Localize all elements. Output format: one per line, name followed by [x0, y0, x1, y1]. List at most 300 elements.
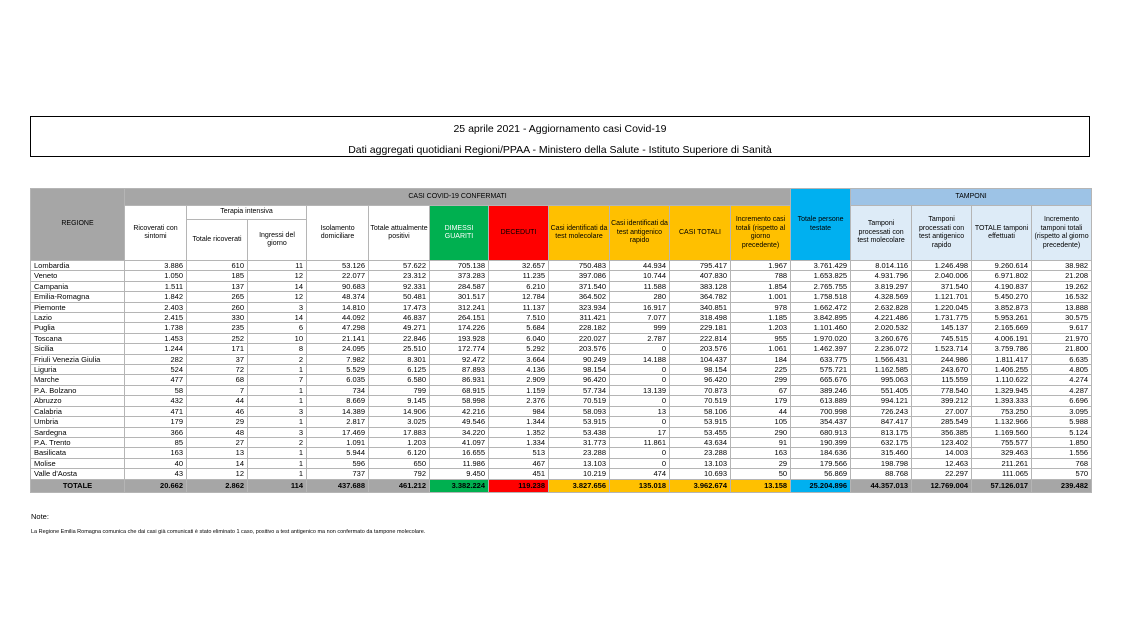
cell-incremento-casi: 91 [731, 437, 791, 447]
cell-tamponi-totale: 5.953.261 [972, 313, 1032, 323]
cell-regione: Sicilia [31, 344, 125, 354]
cell-ingressi: 1 [248, 448, 307, 458]
cell-casi-totali: 203.576 [670, 344, 731, 354]
header-ricoverati: Ricoverati con sintomi [125, 206, 187, 261]
cell-regione: Basilicata [31, 448, 125, 458]
cell-persone-testate: 1.970.020 [791, 333, 851, 343]
cell-tamponi-antigenico: 1.246.498 [912, 261, 972, 271]
cell-casi-totali: 58.106 [670, 406, 731, 416]
cell-tamponi-antigenico: 243.670 [912, 365, 972, 375]
cell-casi-molecolare: 220.027 [549, 333, 610, 343]
cell-casi-totali: 229.181 [670, 323, 731, 333]
cell-terapia-intensiva: 7 [187, 385, 248, 395]
cell-casi-molecolare: 58.093 [549, 406, 610, 416]
cell-ricoverati: 3.886 [125, 261, 187, 271]
cell-terapia-intensiva: 185 [187, 271, 248, 281]
cell-positivi: 792 [369, 469, 430, 479]
table-body [31, 261, 1092, 493]
header-tamponi-incremento: Incremento tamponi totali (rispetto al giorno precedente) [1032, 206, 1092, 261]
cell-tamponi-incremento: 6.635 [1032, 354, 1092, 364]
cell-ricoverati: 471 [125, 406, 187, 416]
cell-ricoverati: 1.453 [125, 333, 187, 343]
cell-tamponi-antigenico: 27.007 [912, 406, 972, 416]
header-tamponi: TAMPONI [851, 189, 1092, 206]
cell-tamponi-incremento: 768 [1032, 458, 1092, 468]
cell-regione: Friuli Venezia Giulia [31, 354, 125, 364]
cell-tamponi-molecolare: 2.236.072 [851, 344, 912, 354]
cell-terapia-intensiva: 171 [187, 344, 248, 354]
cell-regione: Campania [31, 281, 125, 291]
cell-persone-testate: 700.998 [791, 406, 851, 416]
cell-terapia-intensiva: 260 [187, 302, 248, 312]
cell-incremento-casi: 1.001 [731, 292, 791, 302]
cell-persone-testate: 680.913 [791, 427, 851, 437]
table-row [31, 437, 1092, 447]
cell-ingressi: 3 [248, 302, 307, 312]
cell-tamponi-antigenico: 399.212 [912, 396, 972, 406]
cell-positivi: 1.203 [369, 437, 430, 447]
cell-dimessi: 92.472 [430, 354, 489, 364]
header-tamponi-totale: TOTALE tamponi effettuati [972, 206, 1032, 261]
cell-deceduti: 2.909 [489, 375, 549, 385]
cell-casi-totali: 10.693 [670, 469, 731, 479]
cell-tamponi-molecolare: 8.014.116 [851, 261, 912, 271]
cell-ingressi: 1 [248, 365, 307, 375]
cell-persone-testate: 3.761.429 [791, 261, 851, 271]
table-row [31, 261, 1092, 271]
cell-positivi: 14.906 [369, 406, 430, 416]
cell-casi-totali: 340.851 [670, 302, 731, 312]
report-date-title: 25 aprile 2021 - Aggiornamento casi Covid-19 [453, 123, 667, 135]
table-row [31, 448, 1092, 458]
cell-persone-testate: 56.869 [791, 469, 851, 479]
cell-persone-testate: 3.842.895 [791, 313, 851, 323]
cell-tamponi-antigenico: 356.385 [912, 427, 972, 437]
cell-tamponi-totale: 1.406.255 [972, 365, 1032, 375]
cell-tamponi-molecolare: 551.405 [851, 385, 912, 395]
cell-casi-antigenico: 13 [610, 406, 670, 416]
cell-tamponi-totale: 211.261 [972, 458, 1032, 468]
cell-persone-testate: 575.721 [791, 365, 851, 375]
header-regione: REGIONE [31, 189, 125, 261]
cell-tamponi-antigenico: 1.731.775 [912, 313, 972, 323]
cell-casi-molecolare: 397.086 [549, 271, 610, 281]
cell-regione: Liguria [31, 365, 125, 375]
cell-positivi: 23.312 [369, 271, 430, 281]
cell-casi-totali: 23.288 [670, 448, 731, 458]
cell-regione: Sardegna [31, 427, 125, 437]
cell-positivi: 50.481 [369, 292, 430, 302]
cell-deceduti: 513 [489, 448, 549, 458]
cell-terapia-intensiva: 330 [187, 313, 248, 323]
cell-tamponi-molecolare: 813.175 [851, 427, 912, 437]
cell-casi-antigenico: 0 [610, 448, 670, 458]
cell-casi-antigenico: 7.077 [610, 313, 670, 323]
cell-tamponi-antigenico: 115.559 [912, 375, 972, 385]
cell-positivi: 799 [369, 385, 430, 395]
cell-ricoverati: 163 [125, 448, 187, 458]
cell-tamponi-molecolare: 1.566.431 [851, 354, 912, 364]
cell-tamponi-antigenico: 1.121.701 [912, 292, 972, 302]
cell-persone-testate: 1.758.518 [791, 292, 851, 302]
cell-casi-molecolare: 70.519 [549, 396, 610, 406]
cell-casi-totali: 53.455 [670, 427, 731, 437]
cell-casi-antigenico: 474 [610, 469, 670, 479]
cell-tamponi-incremento: 21.208 [1032, 271, 1092, 281]
cell-dimessi: 284.587 [430, 281, 489, 291]
cell-ricoverati: 1.842 [125, 292, 187, 302]
cell-positivi: 49.271 [369, 323, 430, 333]
cell-tamponi-totale: 1.110.622 [972, 375, 1032, 385]
cell-deceduti: 11.235 [489, 271, 549, 281]
cell-regione: Umbria [31, 417, 125, 427]
cell-ingressi: 114 [248, 479, 307, 492]
cell-dimessi: 58.998 [430, 396, 489, 406]
cell-terapia-intensiva: 137 [187, 281, 248, 291]
cell-casi-antigenico: 280 [610, 292, 670, 302]
cell-isolamento: 22.077 [307, 271, 369, 281]
cell-persone-testate: 633.775 [791, 354, 851, 364]
cell-regione: Veneto [31, 271, 125, 281]
cell-regione: Puglia [31, 323, 125, 333]
cell-tamponi-antigenico: 14.003 [912, 448, 972, 458]
cell-isolamento: 596 [307, 458, 369, 468]
cell-tamponi-incremento: 30.575 [1032, 313, 1092, 323]
header-casi-molecolare: Casi identificati da test molecolare [549, 206, 610, 261]
cell-dimessi: 373.283 [430, 271, 489, 281]
cell-regione: Toscana [31, 333, 125, 343]
cell-tamponi-totale: 5.450.270 [972, 292, 1032, 302]
cell-isolamento: 5.944 [307, 448, 369, 458]
cell-tamponi-totale: 1.329.945 [972, 385, 1032, 395]
cell-casi-totali: 364.782 [670, 292, 731, 302]
cell-tamponi-incremento: 6.696 [1032, 396, 1092, 406]
cell-terapia-intensiva: 12 [187, 469, 248, 479]
cell-tamponi-molecolare: 994.121 [851, 396, 912, 406]
cell-dimessi: 41.097 [430, 437, 489, 447]
cell-isolamento: 44.092 [307, 313, 369, 323]
cell-tamponi-antigenico: 12.769.004 [912, 479, 972, 492]
cell-dimessi: 87.893 [430, 365, 489, 375]
cell-casi-totali: 104.437 [670, 354, 731, 364]
cell-casi-totali: 318.498 [670, 313, 731, 323]
cell-tamponi-molecolare: 3.819.297 [851, 281, 912, 291]
cell-regione: P.A. Trento [31, 437, 125, 447]
cell-casi-antigenico: 0 [610, 458, 670, 468]
cell-casi-antigenico: 14.188 [610, 354, 670, 364]
cell-regione: Calabria [31, 406, 125, 416]
cell-incremento-casi: 184 [731, 354, 791, 364]
cell-casi-totali: 407.830 [670, 271, 731, 281]
cell-deceduti: 6.040 [489, 333, 549, 343]
cell-casi-molecolare: 364.502 [549, 292, 610, 302]
header-tamponi-molecolare: Tamponi processati con test molecolare [851, 206, 912, 261]
table-row [31, 333, 1092, 343]
cell-casi-antigenico: 11.861 [610, 437, 670, 447]
cell-isolamento: 14.810 [307, 302, 369, 312]
cell-persone-testate: 1.662.472 [791, 302, 851, 312]
table-row [31, 396, 1092, 406]
cell-casi-antigenico: 11.588 [610, 281, 670, 291]
cell-tamponi-molecolare: 726.243 [851, 406, 912, 416]
cell-tamponi-molecolare: 3.260.676 [851, 333, 912, 343]
cell-incremento-casi: 1.185 [731, 313, 791, 323]
cell-tamponi-incremento: 3.095 [1032, 406, 1092, 416]
cell-tamponi-incremento: 5.988 [1032, 417, 1092, 427]
cell-casi-molecolare: 3.827.656 [549, 479, 610, 492]
cell-persone-testate: 25.204.896 [791, 479, 851, 492]
cell-terapia-intensiva: 68 [187, 375, 248, 385]
cell-tamponi-totale: 3.759.786 [972, 344, 1032, 354]
cell-terapia-intensiva: 27 [187, 437, 248, 447]
cell-dimessi: 174.226 [430, 323, 489, 333]
table-row [31, 323, 1092, 333]
cell-deceduti: 1.334 [489, 437, 549, 447]
cell-tamponi-molecolare: 995.063 [851, 375, 912, 385]
cell-casi-molecolare: 311.421 [549, 313, 610, 323]
cell-casi-antigenico: 17 [610, 427, 670, 437]
cell-terapia-intensiva: 37 [187, 354, 248, 364]
cell-ingressi: 3 [248, 406, 307, 416]
cell-ricoverati: 477 [125, 375, 187, 385]
cell-casi-molecolare: 53.438 [549, 427, 610, 437]
cell-deceduti: 5.684 [489, 323, 549, 333]
cell-casi-totali: 222.814 [670, 333, 731, 343]
cell-isolamento: 737 [307, 469, 369, 479]
cell-ingressi: 1 [248, 417, 307, 427]
header-terapia-intensiva: Terapia intensiva [187, 206, 307, 220]
cell-casi-molecolare: 90.249 [549, 354, 610, 364]
cell-deceduti: 984 [489, 406, 549, 416]
cell-deceduti: 1.352 [489, 427, 549, 437]
cell-ingressi: 6 [248, 323, 307, 333]
cell-incremento-casi: 13.158 [731, 479, 791, 492]
table-row [31, 469, 1092, 479]
cell-ricoverati: 1.511 [125, 281, 187, 291]
cell-regione: Emilia-Romagna [31, 292, 125, 302]
cell-tamponi-incremento: 38.982 [1032, 261, 1092, 271]
cell-casi-antigenico: 2.787 [610, 333, 670, 343]
cell-isolamento: 7.982 [307, 354, 369, 364]
cell-tamponi-totale: 57.126.017 [972, 479, 1032, 492]
cell-dimessi: 264.151 [430, 313, 489, 323]
cell-positivi: 17.883 [369, 427, 430, 437]
table-row [31, 354, 1092, 364]
cell-isolamento: 2.817 [307, 417, 369, 427]
cell-casi-totali: 383.128 [670, 281, 731, 291]
cell-casi-totali: 43.634 [670, 437, 731, 447]
cell-casi-antigenico: 0 [610, 396, 670, 406]
cell-casi-molecolare: 323.934 [549, 302, 610, 312]
cell-deceduti: 1.159 [489, 385, 549, 395]
cell-casi-totali: 13.103 [670, 458, 731, 468]
cell-tamponi-incremento: 21.970 [1032, 333, 1092, 343]
cell-casi-totali: 98.154 [670, 365, 731, 375]
cell-terapia-intensiva: 610 [187, 261, 248, 271]
cell-isolamento: 5.529 [307, 365, 369, 375]
cell-isolamento: 47.298 [307, 323, 369, 333]
cell-deceduti: 1.344 [489, 417, 549, 427]
header-incremento-casi: Incremento casi totali (rispetto al giorno precedente) [731, 206, 791, 261]
header-casi-totali: CASI TOTALI [670, 206, 731, 261]
cell-regione: Piemonte [31, 302, 125, 312]
header-isolamento: Isolamento domiciliare [307, 206, 369, 261]
cell-casi-antigenico: 0 [610, 375, 670, 385]
cell-isolamento: 53.126 [307, 261, 369, 271]
cell-regione: Marche [31, 375, 125, 385]
cell-casi-antigenico: 13.139 [610, 385, 670, 395]
cell-positivi: 461.212 [369, 479, 430, 492]
covid-data-table [30, 188, 1092, 493]
cell-casi-antigenico: 0 [610, 417, 670, 427]
cell-persone-testate: 184.636 [791, 448, 851, 458]
cell-tamponi-antigenico: 2.040.006 [912, 271, 972, 281]
report-title-box [30, 116, 1090, 157]
note-text: La Regione Emilia Romagna comunica che dai casi già comunicati è stato eliminato 1 caso, positivo a test antigenico ma non confermato da tampone molecolare. [31, 529, 426, 535]
cell-deceduti: 4.136 [489, 365, 549, 375]
cell-persone-testate: 354.437 [791, 417, 851, 427]
cell-casi-molecolare: 96.420 [549, 375, 610, 385]
cell-tamponi-antigenico: 778.540 [912, 385, 972, 395]
cell-tamponi-antigenico: 1.523.714 [912, 344, 972, 354]
cell-dimessi: 172.774 [430, 344, 489, 354]
header-totale-ricoverati: Totale ricoverati [187, 220, 248, 261]
cell-persone-testate: 1.462.397 [791, 344, 851, 354]
cell-persone-testate: 1.101.460 [791, 323, 851, 333]
cell-tamponi-totale: 4.190.837 [972, 281, 1032, 291]
table-row [31, 313, 1092, 323]
cell-deceduti: 5.292 [489, 344, 549, 354]
report-source-subtitle: Dati aggregati quotidiani Regioni/PPAA - Ministero della Salute - Istituto Superiore di Sanità [348, 144, 772, 156]
total-row [31, 479, 1092, 492]
cell-ricoverati: 85 [125, 437, 187, 447]
table-row [31, 406, 1092, 416]
cell-deceduti: 6.210 [489, 281, 549, 291]
cell-positivi: 57.622 [369, 261, 430, 271]
cell-casi-totali: 795.417 [670, 261, 731, 271]
cell-tamponi-incremento: 239.482 [1032, 479, 1092, 492]
cell-isolamento: 21.141 [307, 333, 369, 343]
table-row [31, 417, 1092, 427]
cell-tamponi-incremento: 4.805 [1032, 365, 1092, 375]
cell-tamponi-molecolare: 2.632.828 [851, 302, 912, 312]
cell-terapia-intensiva: 13 [187, 448, 248, 458]
cell-terapia-intensiva: 72 [187, 365, 248, 375]
cell-ricoverati: 43 [125, 469, 187, 479]
cell-positivi: 22.846 [369, 333, 430, 343]
cell-incremento-casi: 50 [731, 469, 791, 479]
cell-regione: Molise [31, 458, 125, 468]
cell-dimessi: 68.915 [430, 385, 489, 395]
cell-ingressi: 11 [248, 261, 307, 271]
cell-regione: Valle d'Aosta [31, 469, 125, 479]
cell-tamponi-molecolare: 1.162.585 [851, 365, 912, 375]
cell-ricoverati: 1.050 [125, 271, 187, 281]
cell-casi-molecolare: 750.483 [549, 261, 610, 271]
cell-casi-antigenico: 16.917 [610, 302, 670, 312]
cell-tamponi-totale: 111.065 [972, 469, 1032, 479]
cell-tamponi-molecolare: 4.221.486 [851, 313, 912, 323]
cell-dimessi: 301.517 [430, 292, 489, 302]
cell-dimessi: 705.138 [430, 261, 489, 271]
header-dimessi: DIMESSI GUARITI [430, 206, 489, 261]
cell-deceduti: 2.376 [489, 396, 549, 406]
header-ingressi: Ingressi del giorno [248, 220, 307, 261]
cell-ingressi: 14 [248, 313, 307, 323]
cell-ingressi: 1 [248, 385, 307, 395]
cell-tamponi-molecolare: 88.768 [851, 469, 912, 479]
cell-isolamento: 6.035 [307, 375, 369, 385]
cell-tamponi-molecolare: 4.328.569 [851, 292, 912, 302]
cell-ingressi: 8 [248, 344, 307, 354]
cell-tamponi-antigenico: 123.402 [912, 437, 972, 447]
cell-casi-molecolare: 10.219 [549, 469, 610, 479]
header-deceduti: DECEDUTI [489, 206, 549, 261]
cell-casi-totali: 70.873 [670, 385, 731, 395]
cell-incremento-casi: 1.203 [731, 323, 791, 333]
cell-positivi: 46.837 [369, 313, 430, 323]
cell-tamponi-incremento: 4.274 [1032, 375, 1092, 385]
cell-persone-testate: 179.566 [791, 458, 851, 468]
cell-ingressi: 1 [248, 458, 307, 468]
cell-tamponi-totale: 1.169.560 [972, 427, 1032, 437]
cell-ricoverati: 1.738 [125, 323, 187, 333]
cell-isolamento: 17.469 [307, 427, 369, 437]
cell-tamponi-totale: 1.811.417 [972, 354, 1032, 364]
cell-deceduti: 7.510 [489, 313, 549, 323]
header-positivi: Totale attualmente positivi [369, 206, 430, 261]
cell-casi-totali: 96.420 [670, 375, 731, 385]
cell-ricoverati: 2.403 [125, 302, 187, 312]
cell-incremento-casi: 1.967 [731, 261, 791, 271]
cell-ricoverati: 58 [125, 385, 187, 395]
cell-persone-testate: 389.246 [791, 385, 851, 395]
cell-positivi: 3.025 [369, 417, 430, 427]
cell-incremento-casi: 179 [731, 396, 791, 406]
cell-regione: Abruzzo [31, 396, 125, 406]
cell-persone-testate: 1.653.825 [791, 271, 851, 281]
cell-persone-testate: 2.765.755 [791, 281, 851, 291]
cell-deceduti: 467 [489, 458, 549, 468]
cell-tamponi-antigenico: 244.986 [912, 354, 972, 364]
cell-terapia-intensiva: 252 [187, 333, 248, 343]
cell-casi-molecolare: 371.540 [549, 281, 610, 291]
cell-tamponi-incremento: 570 [1032, 469, 1092, 479]
cell-isolamento: 1.091 [307, 437, 369, 447]
cell-incremento-casi: 225 [731, 365, 791, 375]
cell-tamponi-molecolare: 198.798 [851, 458, 912, 468]
cell-isolamento: 24.095 [307, 344, 369, 354]
cell-positivi: 6.120 [369, 448, 430, 458]
cell-positivi: 8.301 [369, 354, 430, 364]
cell-dimessi: 86.931 [430, 375, 489, 385]
cell-ricoverati: 2.415 [125, 313, 187, 323]
cell-dimessi: 312.241 [430, 302, 489, 312]
note-label: Note: [31, 512, 49, 521]
cell-casi-molecolare: 31.773 [549, 437, 610, 447]
cell-dimessi: 3.382.224 [430, 479, 489, 492]
table-row [31, 385, 1092, 395]
header-persone-testate: Totale persone testate [791, 189, 851, 261]
cell-casi-molecolare: 228.182 [549, 323, 610, 333]
cell-terapia-intensiva: 265 [187, 292, 248, 302]
cell-ricoverati: 179 [125, 417, 187, 427]
header-casi-confermati: CASI COVID-19 CONFERMATI [125, 189, 791, 206]
cell-tamponi-antigenico: 1.220.045 [912, 302, 972, 312]
cell-casi-antigenico: 10.744 [610, 271, 670, 281]
table-row [31, 375, 1092, 385]
cell-tamponi-antigenico: 371.540 [912, 281, 972, 291]
